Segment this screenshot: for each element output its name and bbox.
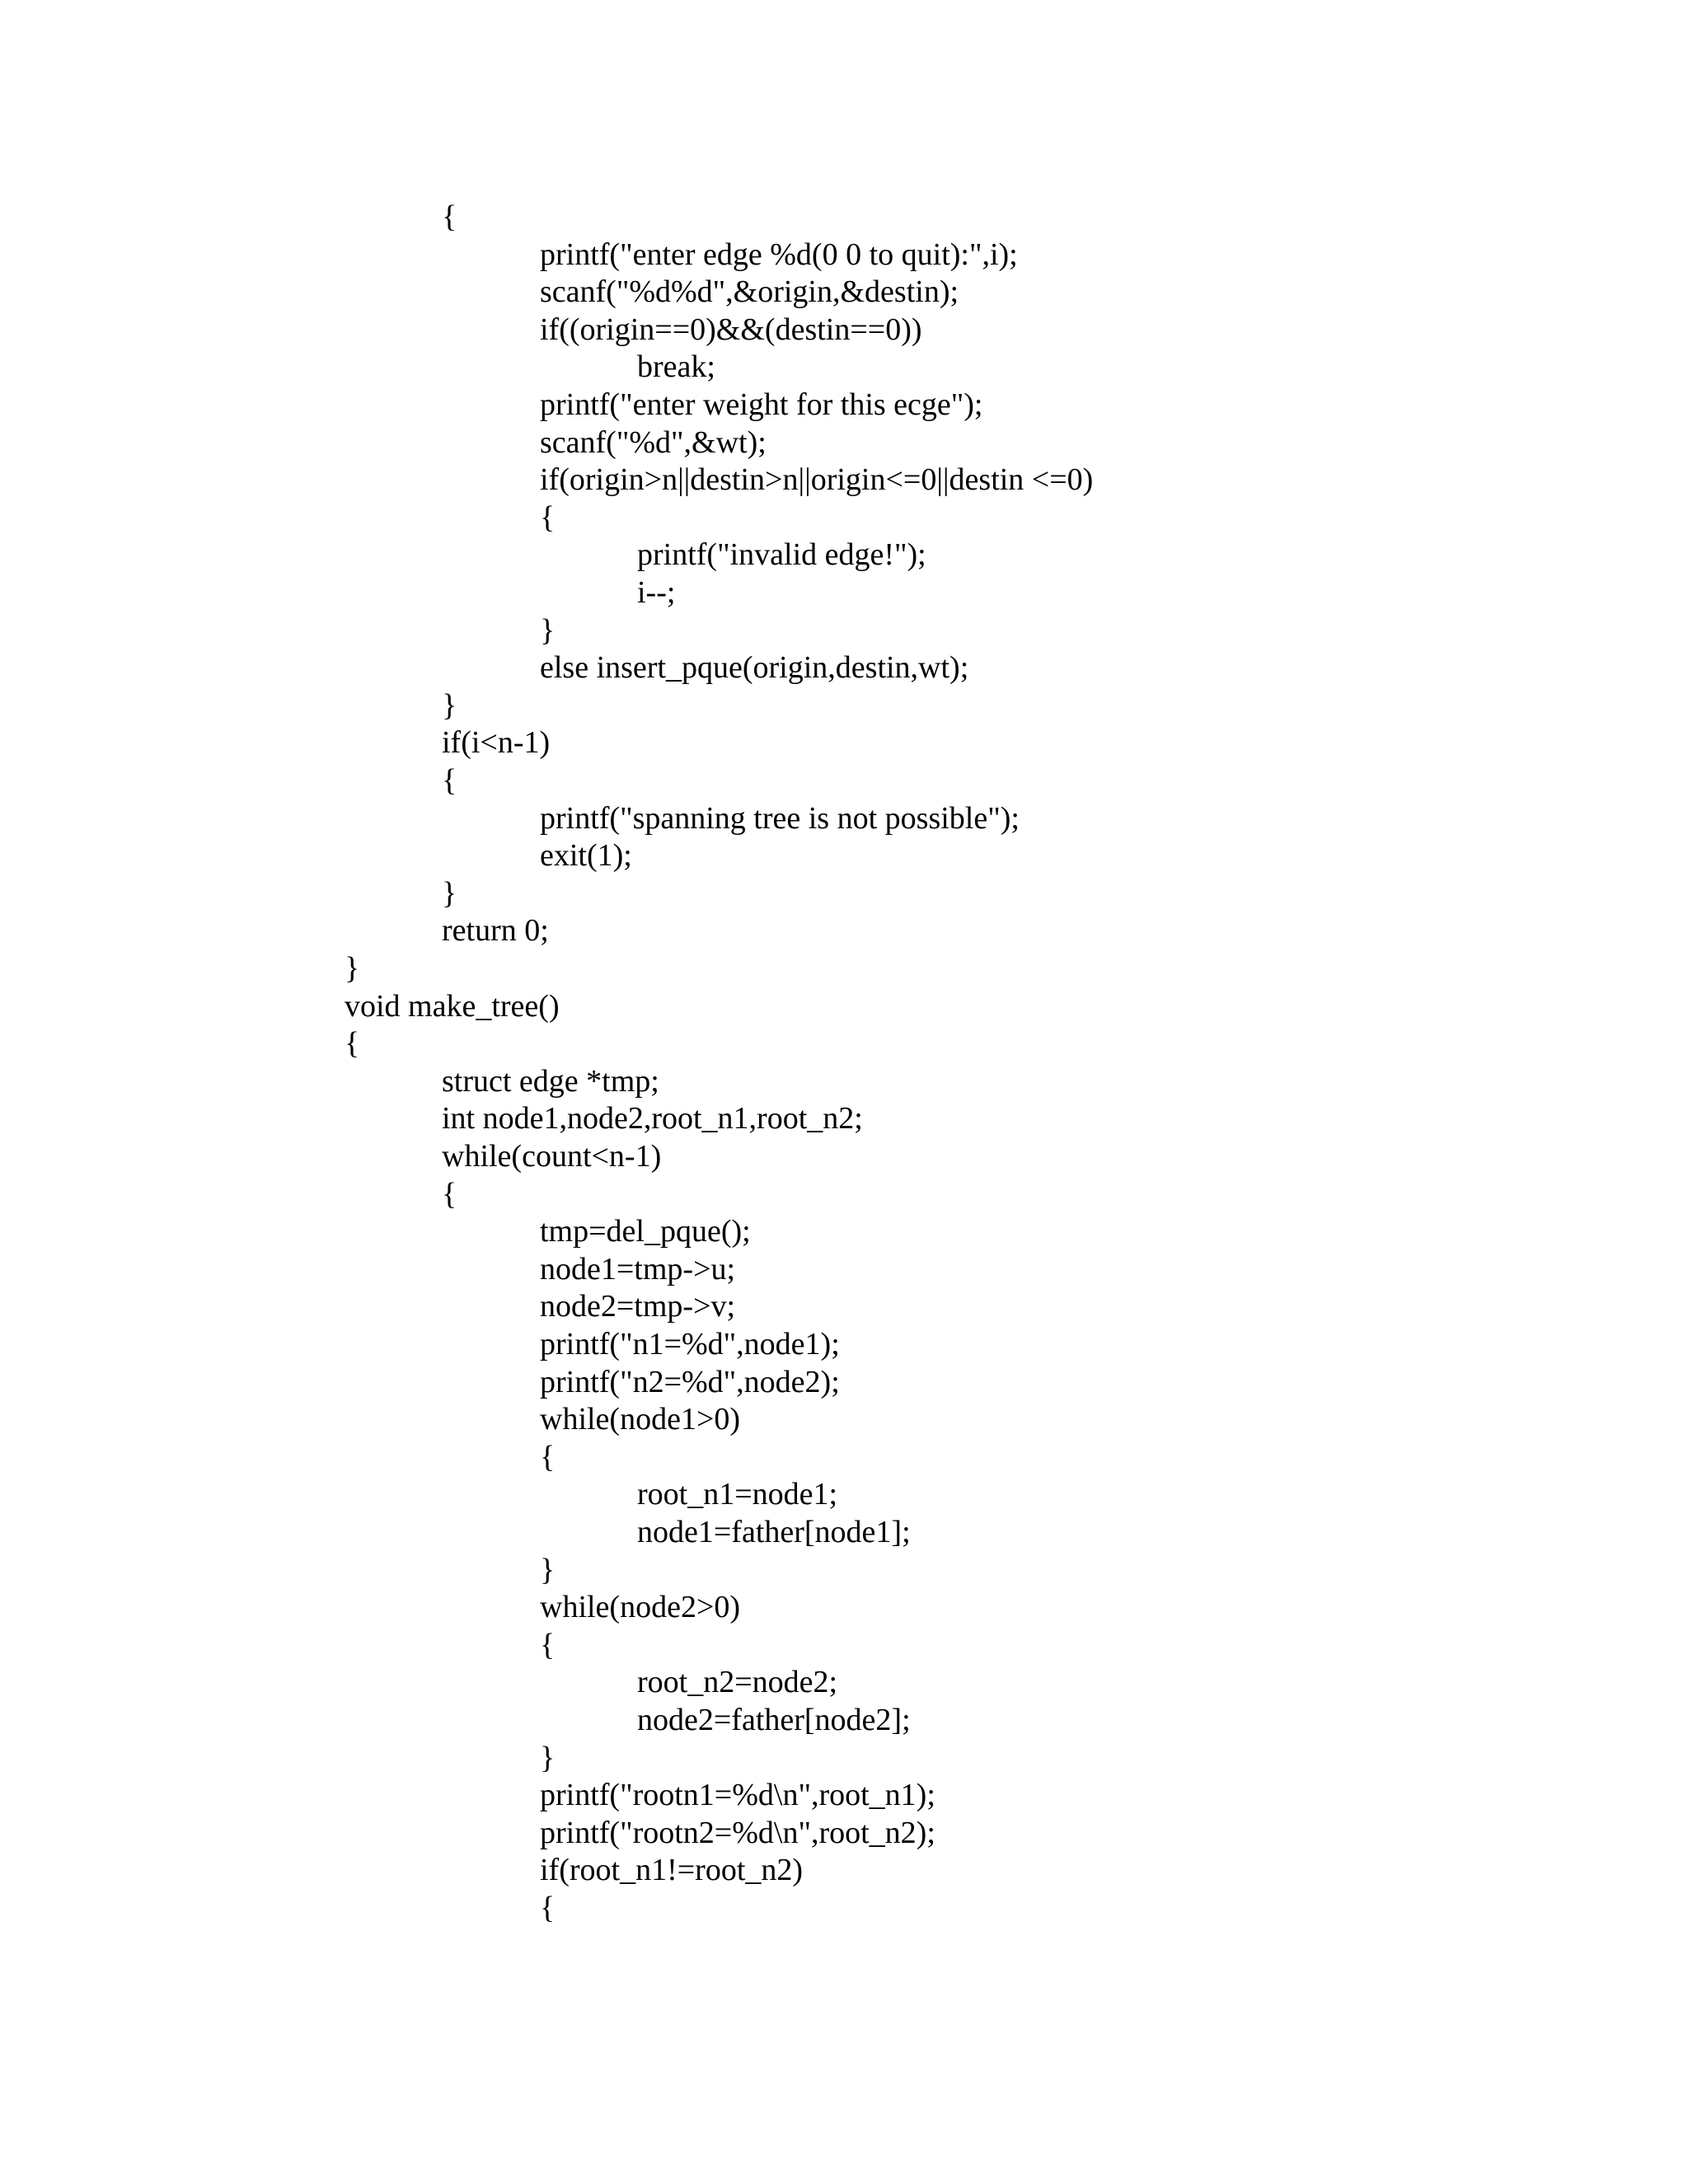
code-line: printf("rootn1=%d\n",root_n1); [540,1778,935,1813]
code-line: break; [637,349,715,385]
code-line: else insert_pque(origin,destin,wt); [540,650,969,686]
code-line: printf("n1=%d",node1); [540,1327,840,1361]
code-line: node2=tmp->v; [540,1289,736,1324]
code-line: printf("n2=%d",node2); [540,1364,840,1399]
code-line: i--; [637,575,676,610]
code-line: int node1,node2,root_n1,root_n2; [442,1101,863,1137]
code-line: root_n2=node2; [637,1665,838,1700]
code-line: } [442,875,457,911]
code-line: } [345,951,360,986]
code-line: if(i<n-1) [442,725,551,761]
code-line: while(node2>0) [540,1590,741,1625]
code-line: scanf("%d%d",&origin,&destin); [540,274,959,310]
code-line: if(root_n1!=root_n2) [540,1853,804,1888]
code-line: node1=tmp->u; [540,1251,736,1286]
code-line: { [345,1026,360,1062]
code-line: { [540,1439,556,1474]
code-line: node1=father[node1]; [637,1515,911,1549]
code-line: { [442,1176,457,1212]
code-line: } [540,1740,556,1775]
code-line: root_n1=node1; [637,1477,838,1512]
code-line: printf("enter edge %d(0 0 to quit):",i); [540,237,1018,272]
code-line: { [442,199,457,234]
code-line: { [442,763,457,798]
code-line: struct edge *tmp; [442,1063,659,1099]
code-line: { [540,499,556,535]
code-line: void make_tree() [345,988,560,1024]
code-line: } [540,1552,556,1587]
code-line: } [540,612,556,648]
code-line: { [540,1891,556,1925]
code-line: while(node1>0) [540,1402,741,1437]
code-line: printf("invalid edge!"); [637,537,926,573]
code-line: exit(1); [540,838,632,874]
code-line: printf("spanning tree is not possible"); [540,800,1020,836]
code-line: } [442,687,457,723]
code-line: printf("rootn2=%d\n",root_n2); [540,1815,935,1850]
code-line: return 0; [442,913,549,949]
code-line: if((origin==0)&&(destin==0)) [540,312,922,347]
code-line: while(count<n-1) [442,1139,662,1174]
code-line: printf("enter weight for this ecge"); [540,387,983,422]
code-line: scanf("%d",&wt); [540,424,767,460]
code-line: if(origin>n||destin>n||origin<=0||destin <=0) [540,462,1094,498]
code-line: node2=father[node2]; [637,1703,911,1737]
code-line: { [540,1627,556,1662]
code-line: tmp=del_pque(); [540,1214,751,1249]
